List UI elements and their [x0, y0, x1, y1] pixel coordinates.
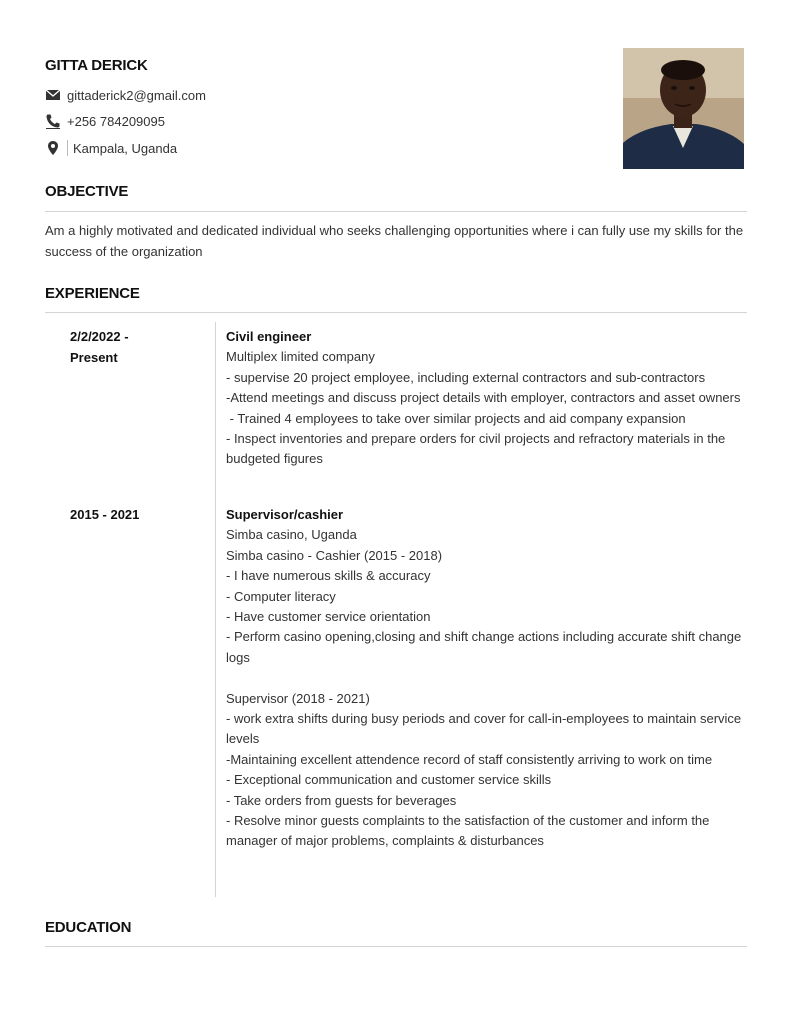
duty-line: - Inspect inventories and prepare orders for civil projects and refractory materials in the budgeted figures — [226, 431, 726, 467]
duty-line: - Resolve minor guests complaints to the satisfaction of the customer and inform the manager of major problems, complaints & disturbances — [226, 813, 710, 849]
map-pin-icon — [45, 140, 61, 156]
duty-line: Simba casino - Cashier (2015 - 2018) — [226, 547, 443, 563]
education-divider — [45, 946, 747, 947]
experience-heading: EXPERIENCE — [45, 285, 140, 302]
objective-heading: OBJECTIVE — [45, 183, 129, 200]
duty-line: - I have numerous skills & accuracy — [226, 568, 431, 584]
date-end: Present — [70, 349, 118, 365]
contact-email — [45, 86, 206, 104]
objective-divider — [45, 211, 747, 212]
duty-line: -Maintaining excellent attendence record of staff consistently arriving to work on time — [226, 751, 713, 767]
experience-timeline-line — [215, 322, 216, 897]
contact-phone — [45, 112, 165, 130]
experience-date — [70, 505, 190, 526]
duty-line: - Perform casino opening,closing and shift change actions including accurate shift change logs — [226, 629, 742, 665]
paragraph-gap — [226, 668, 742, 688]
experience-divider — [45, 312, 747, 313]
location-text: Kampala, Uganda — [73, 140, 178, 156]
location-divider — [67, 140, 68, 156]
candidate-name: GITTA DERICK — [45, 57, 148, 74]
subrole-title: Supervisor (2018 - 2021) — [226, 690, 370, 706]
duty-line: - Have customer service orientation — [226, 609, 431, 625]
duty-line: - Trained 4 employees to take over similar projects and aid company expansion — [226, 410, 686, 426]
duty-line: -Attend meetings and discuss project details with employer, contractors and asset owners — [226, 390, 741, 406]
job-title: Civil engineer — [226, 329, 312, 344]
job-title: Supervisor/cashier — [226, 507, 344, 522]
duty-line: - Take orders from guests for beverages — [226, 792, 457, 808]
experience-entry — [226, 327, 742, 470]
company-name: Multiplex limited company — [226, 349, 375, 365]
duty-line: - Exceptional communication and customer service skills — [226, 772, 552, 788]
experience-date — [70, 327, 190, 368]
experience-entry — [226, 505, 742, 852]
envelope-icon — [45, 87, 61, 103]
phone-icon — [45, 113, 61, 129]
duty-line: - work extra shifts during busy periods and cover for call-in-employees to maintain service levels — [226, 711, 742, 747]
education-heading: EDUCATION — [45, 919, 132, 936]
contact-location — [45, 139, 177, 157]
objective-text: Am a highly motivated and dedicated individual who seeks challenging opportunities where i can fully use my skills for the success of the organization — [45, 223, 744, 259]
date-start: 2/2/2022 - — [70, 329, 129, 344]
date-range: 2015 - 2021 — [70, 507, 140, 522]
duty-line: - Computer literacy — [226, 588, 336, 604]
company-name: Simba casino, Uganda — [226, 527, 357, 543]
duty-line: - supervise 20 project employee, including external contractors and sub-contractors — [226, 369, 706, 385]
email-text: gittaderick2@gmail.com — [67, 87, 206, 103]
profile-photo — [623, 48, 744, 169]
phone-text: +256 784209095 — [67, 113, 165, 129]
